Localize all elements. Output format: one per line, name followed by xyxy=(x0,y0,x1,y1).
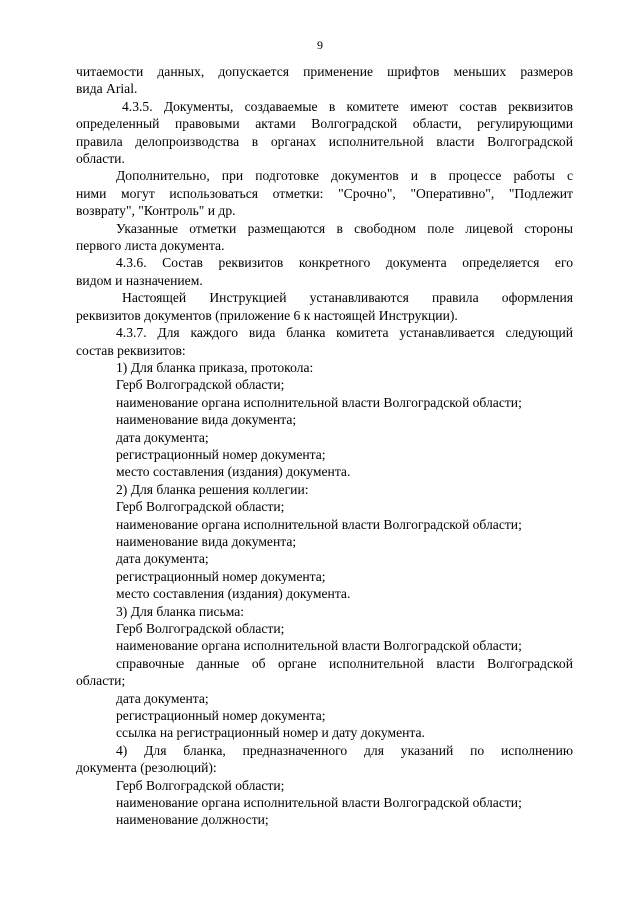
text-line: вида Arial. xyxy=(76,81,138,97)
text-line: дата документа; xyxy=(116,551,209,567)
text-line: 4.3.6. Состав реквизитов конкретного документа определяется его xyxy=(116,255,573,271)
text-line: справочные данные об органе исполнительной власти Волгоградской xyxy=(116,655,573,671)
text-line: 4) Для бланка, предназначенного для указаний по исполнению xyxy=(116,742,573,758)
page-number: 9 xyxy=(317,38,323,52)
text-line: ними могут использоваться отметки: "Срочно", "Оперативно", "Подлежит xyxy=(76,185,573,201)
text-line: видом и назначением. xyxy=(76,272,203,288)
text-line: правила делопроизводства в органах исполнительной власти Волгоградской xyxy=(76,133,573,149)
text-line: Указанные отметки размещаются в свободном поле лицевой стороны xyxy=(116,220,573,236)
text-line: регистрационный номер документа; xyxy=(116,568,326,584)
text-line: 1) Для бланка приказа, протокола: xyxy=(116,359,314,375)
text-line: 4.3.7. Для каждого вида бланка комитета устанавливается следующий xyxy=(116,325,573,341)
text-line: дата документа; xyxy=(116,690,209,706)
text-line: 4.3.5. Документы, создаваемые в комитете имеют состав реквизитов xyxy=(122,98,573,114)
text-line: Герб Волгоградской области; xyxy=(116,621,285,636)
text-line: читаемости данных, допускается применение шрифтов меньших размеров xyxy=(76,64,573,79)
text-line: определенный правовыми актами Волгоградской области, регулирующими xyxy=(76,116,573,132)
text-line: Герб Волгоградской области; xyxy=(116,499,285,515)
text-line: наименование органа исполнительной власти Волгоградской области; xyxy=(116,638,522,654)
text-line: документа (резолюций): xyxy=(76,760,217,776)
text-line: наименование вида документа; xyxy=(116,533,297,549)
text-line: 2) Для бланка решения коллегии: xyxy=(116,481,309,497)
text-line: реквизитов документов (приложение 6 к настоящей Инструкции). xyxy=(76,307,458,323)
text-line: Герб Волгоградской области; xyxy=(116,777,285,793)
text-line: Настоящей Инструкцией устанавливаются правила оформления xyxy=(122,290,573,306)
text-line: состав реквизитов: xyxy=(76,342,186,358)
text-line: регистрационный номер документа; xyxy=(116,446,326,462)
text-line: регистрационный номер документа; xyxy=(116,708,326,724)
text-line: 3) Для бланка письма: xyxy=(116,603,245,619)
text-line: Герб Волгоградской области; xyxy=(116,377,285,393)
text-line: наименование вида документа; xyxy=(116,412,297,428)
text-line: первого листа документа. xyxy=(76,238,225,254)
text-line: ссылка на регистрационный номер и дату документа. xyxy=(116,725,425,741)
text-line: возврату", "Контроль" и др. xyxy=(76,203,236,219)
document-body xyxy=(76,63,573,829)
text-line: место составления (издания) документа. xyxy=(116,586,351,602)
text-line: области. xyxy=(76,151,125,167)
text-line: области; xyxy=(76,673,126,689)
text-line: дата документа; xyxy=(116,429,209,445)
text-line: наименование должности; xyxy=(116,812,269,828)
text-line: наименование органа исполнительной власти Волгоградской области; xyxy=(116,394,522,410)
text-line: Дополнительно, при подготовке документов и в процессе работы с xyxy=(116,168,573,184)
text-line: место составления (издания) документа. xyxy=(116,464,351,480)
text-line: наименование органа исполнительной власти Волгоградской области; xyxy=(116,795,522,811)
text-line: наименование органа исполнительной власти Волгоградской области; xyxy=(116,516,522,532)
